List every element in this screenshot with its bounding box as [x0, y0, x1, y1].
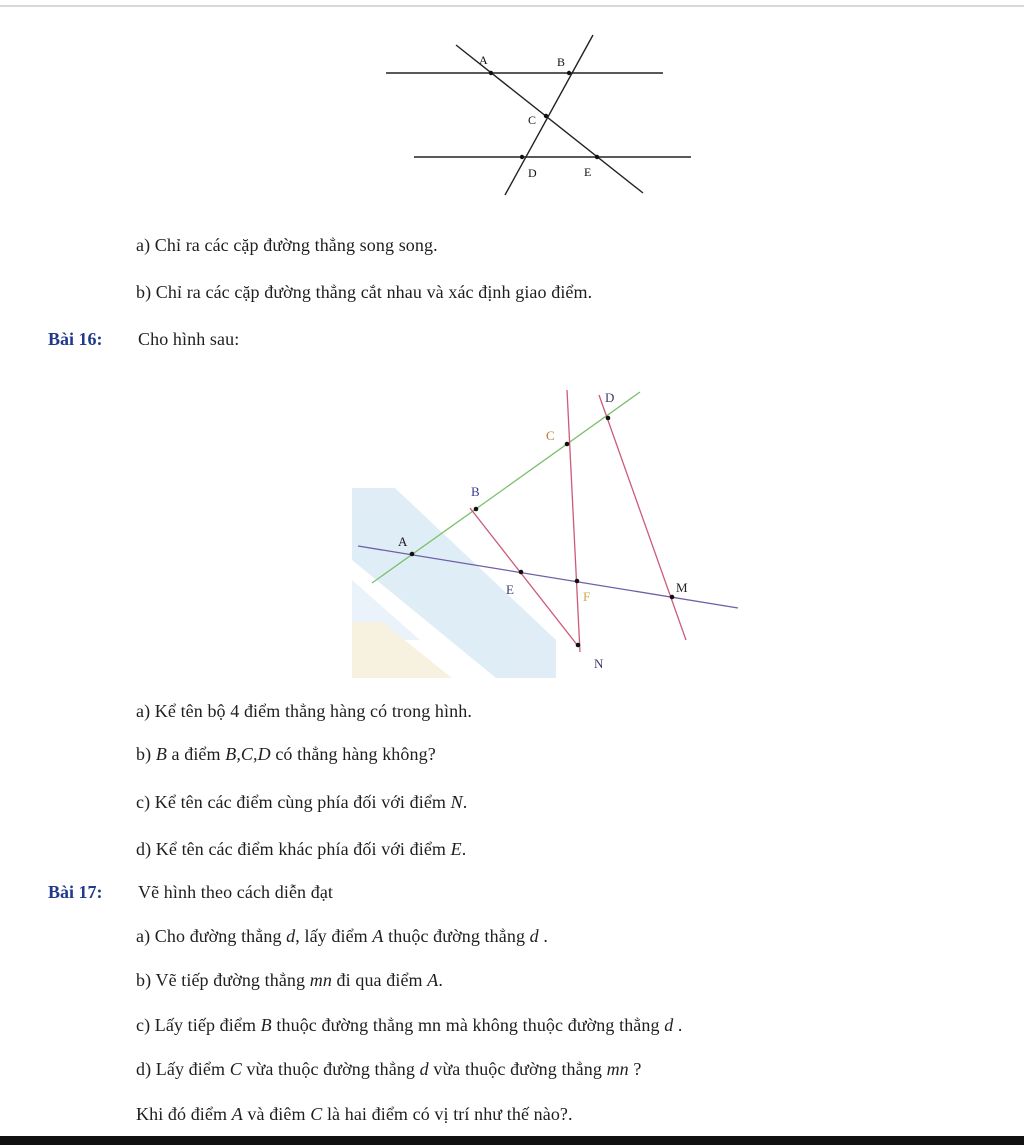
bai16-c-end: .	[462, 792, 468, 812]
bai17-c-end: .	[677, 1015, 683, 1035]
fig2-label-N: N	[594, 656, 604, 671]
bottom-bar	[0, 1136, 1024, 1145]
fig2-label-M: M	[676, 580, 688, 595]
line-CF	[567, 390, 580, 652]
bai17-b-text1: b) Vẽ tiếp đường thẳng	[136, 970, 306, 990]
bai17-d-mn: mn	[606, 1059, 629, 1079]
bai16-d-end: .	[461, 839, 467, 859]
fig1-label-B: B	[557, 55, 566, 69]
bai17-conclusion-text1: Khi đó điểm	[136, 1104, 228, 1124]
bai16-question-a: a) Kể tên bộ 4 điểm thẳng hàng có trong hình.	[136, 701, 472, 721]
fig1-label-E: E	[584, 165, 592, 179]
bai17-d-end: ?	[633, 1059, 642, 1079]
bai17-a-text2: , lấy điểm	[295, 926, 368, 946]
fig2-label-A: A	[398, 534, 408, 549]
bai17-d-d: d	[419, 1059, 429, 1079]
bai17-conclusion-text2: và điêm	[247, 1104, 306, 1124]
bai16-c-text: c) Kể tên các điểm cùng phía đối với điểm	[136, 792, 447, 812]
bai17-d-text3: vừa thuộc đường thẳng	[433, 1059, 602, 1079]
line-DM	[599, 395, 686, 640]
bai17-c-d: d	[664, 1015, 674, 1035]
fig1-label-D: D	[528, 166, 537, 180]
fig1-label-A: A	[479, 53, 488, 67]
bai16-question-c	[136, 792, 467, 813]
bai17-conclusion-C: C	[310, 1104, 323, 1124]
fig2-label-F: F	[583, 589, 591, 604]
bai16-question-d	[136, 839, 466, 860]
bai17-conclusion-text3: là hai điểm có vị trí như thế nào?.	[326, 1104, 573, 1124]
bai16-question-b	[136, 744, 436, 765]
bai17-question-a	[136, 926, 548, 947]
bai16-b-suffix: có thẳng hàng không?	[275, 744, 436, 764]
figure-parallel-lines	[386, 35, 691, 195]
bai17-c-text2: thuộc đường thẳng mn mà không thuộc đường thẳng	[276, 1015, 660, 1035]
bai17-b-text2: đi qua điểm	[336, 970, 423, 990]
bai17-b-A: A	[427, 970, 439, 990]
bai17-question-d	[136, 1059, 641, 1080]
bai17-a-end: .	[543, 926, 548, 946]
bai17-question-c	[136, 1015, 683, 1036]
watermark-shape	[352, 488, 556, 678]
bai17-intro: Vẽ hình theo cách diễn đạt	[138, 882, 334, 902]
bai17-d-C: C	[229, 1059, 242, 1079]
bai16-b-prefix: b)	[136, 744, 152, 764]
bai16-intro: Cho hình sau:	[138, 329, 240, 349]
bai16-c-point: N	[450, 792, 463, 812]
bai16-b-italic: B	[155, 744, 167, 764]
bai16-heading: Bài 16:	[48, 329, 103, 349]
line-ACE	[456, 45, 643, 193]
bai17-d-text2: vừa thuộc đường thẳng	[246, 1059, 416, 1079]
bai16-d-text: d) Kể tên các điểm khác phía đối với điểm	[136, 839, 447, 859]
line-BCD	[505, 35, 593, 195]
question-15a: a) Chỉ ra các cặp đường thẳng song song.	[136, 235, 438, 255]
bai16-b-points: B,C,D	[225, 744, 271, 764]
fig2-label-C: C	[546, 428, 555, 443]
bai17-a-text3: thuộc đường thẳng	[388, 926, 526, 946]
bai17-a-d: d	[286, 926, 296, 946]
bai16-d-point: E	[450, 839, 462, 859]
bai17-a-d2: d	[529, 926, 539, 946]
bai17-a-A: A	[372, 926, 384, 946]
question-15b: b) Chỉ ra các cặp đường thẳng cắt nhau và xác định giao điểm.	[136, 282, 593, 302]
fig2-label-D: D	[605, 390, 615, 405]
bai16-b-mid: a điểm	[171, 744, 221, 764]
bai17-b-end: .	[438, 970, 443, 990]
fig1-label-C: C	[528, 113, 537, 127]
bai17-c-B: B	[260, 1015, 272, 1035]
bai17-b-mn: mn	[309, 970, 332, 990]
bai17-c-text1: c) Lấy tiếp điểm	[136, 1015, 257, 1035]
bai17-d-text1: d) Lấy điểm	[136, 1059, 226, 1079]
bai17-heading: Bài 17:	[48, 882, 103, 902]
bai17-conclusion-A: A	[231, 1104, 243, 1124]
bai17-conclusion	[136, 1104, 573, 1125]
fig2-label-E: E	[506, 582, 514, 597]
fig2-label-B: B	[471, 484, 480, 499]
bai17-a-text1: a) Cho đường thẳng	[136, 926, 282, 946]
bai17-question-b	[136, 970, 443, 991]
